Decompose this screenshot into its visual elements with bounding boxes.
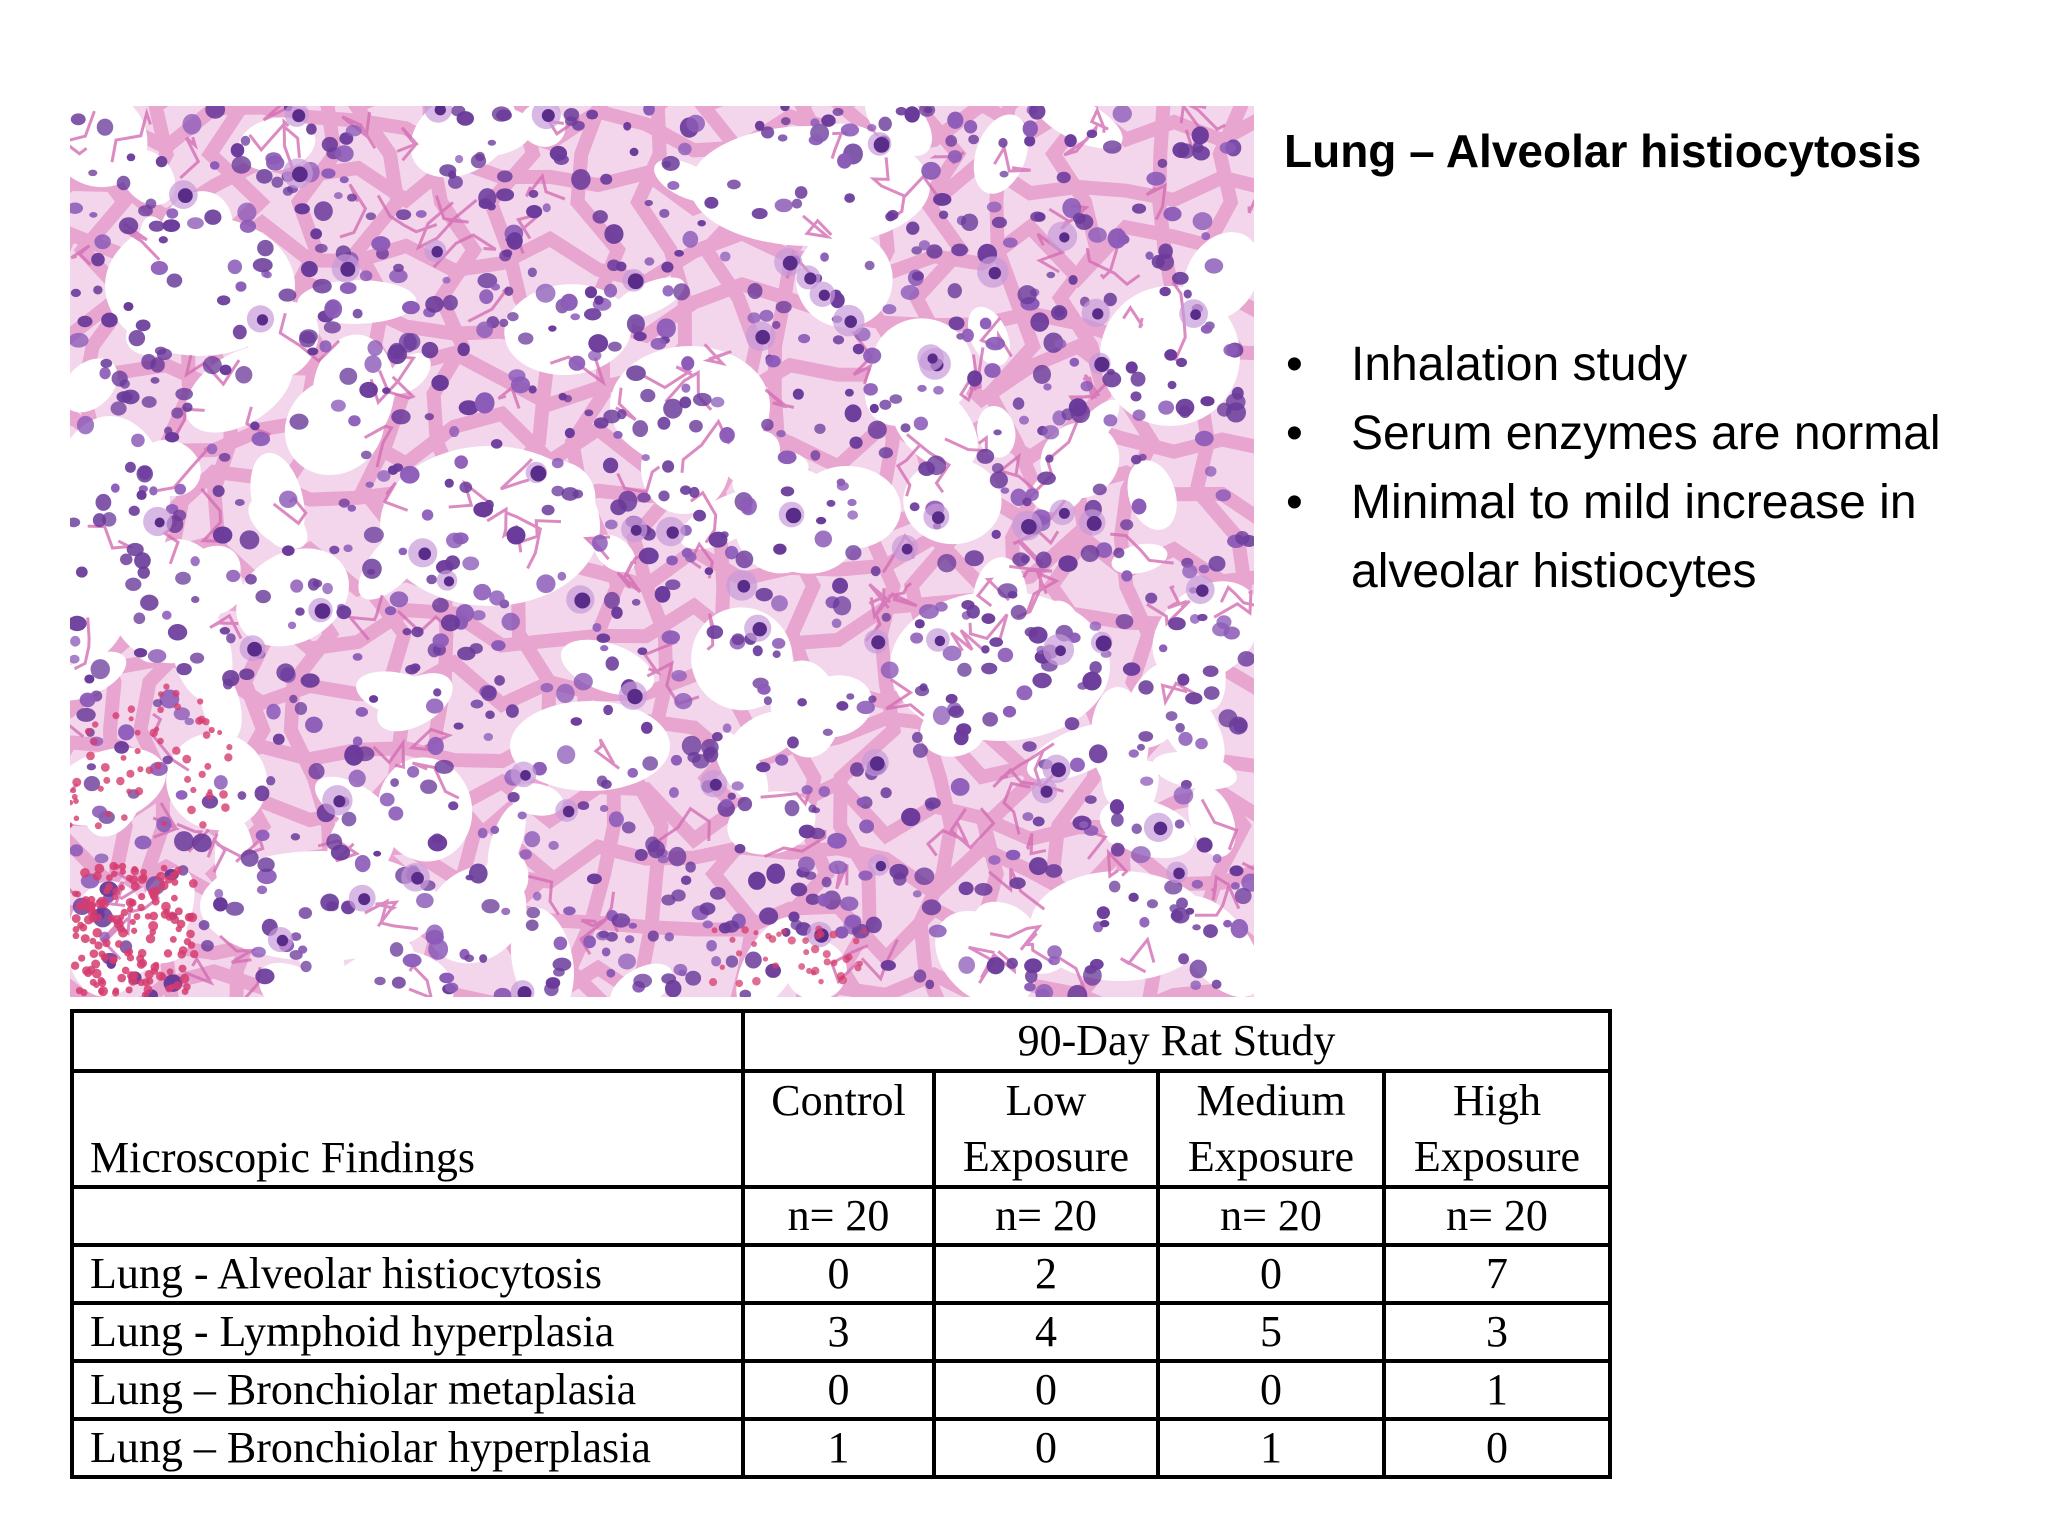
group-label: Exposure [1413,1132,1581,1181]
group-label: Control [771,1076,906,1125]
group-header-high [1384,1071,1610,1187]
finding-count: 3 [743,1303,934,1361]
group-label: Low [1005,1076,1087,1125]
finding-count: 5 [1158,1303,1384,1361]
study-header: 90-Day Rat Study [743,1011,1610,1071]
finding-label: Lung – Bronchiolar hyperplasia [72,1419,743,1477]
bullet-text: Inhalation study [1351,338,1688,391]
table-row [72,1361,1610,1419]
finding-count: 0 [743,1245,934,1303]
lung-histology-micrograph [70,106,1254,997]
table-row [72,1011,1610,1071]
finding-label: Lung - Lymphoid hyperplasia [72,1303,743,1361]
slide-title: Lung – Alveolar histiocytosis [1284,125,1922,177]
bullet-dot-icon: • [1286,476,1303,529]
bullet-item [1284,330,2024,399]
finding-count: 0 [1384,1419,1610,1477]
finding-count: 2 [934,1245,1158,1303]
bullet-text: Minimal to mild increase in alveolar histiocytes [1351,476,1917,598]
bullet-item [1284,468,2024,606]
bullet-list [1284,330,2024,606]
finding-count: 0 [934,1361,1158,1419]
finding-count: 1 [1158,1419,1384,1477]
table-row [72,1071,1610,1187]
finding-count: 1 [743,1419,934,1477]
group-label: Exposure [962,1132,1130,1181]
group-header-low [934,1071,1158,1187]
group-label: High [1453,1076,1541,1125]
group-header-control [743,1071,934,1187]
table-row [72,1187,1610,1245]
group-header-medium [1158,1071,1384,1187]
n-count: n= 20 [1158,1187,1384,1245]
table-row [72,1419,1610,1477]
n-count: n= 20 [934,1187,1158,1245]
finding-count: 7 [1384,1245,1610,1303]
bullet-dot-icon: • [1286,407,1303,460]
finding-label: Lung - Alveolar histiocytosis [72,1245,743,1303]
group-label: Exposure [1187,1132,1355,1181]
finding-count: 0 [934,1419,1158,1477]
table-empty-cell [72,1187,743,1245]
bullet-dot-icon: • [1286,338,1303,391]
findings-header: Microscopic Findings [72,1071,743,1187]
finding-label: Lung – Bronchiolar metaplasia [72,1361,743,1419]
histology-image [70,106,1254,997]
bullet-text: Serum enzymes are normal [1351,407,1941,460]
finding-count: 4 [934,1303,1158,1361]
finding-count: 1 [1384,1361,1610,1419]
findings-table [70,1009,1612,1479]
group-label: Medium [1196,1076,1346,1125]
table-row [72,1245,1610,1303]
finding-count: 0 [1158,1245,1384,1303]
table-row [72,1303,1610,1361]
bullet-item [1284,399,2024,468]
table-corner-cell [72,1011,743,1071]
finding-count: 0 [1158,1361,1384,1419]
finding-count: 3 [1384,1303,1610,1361]
n-count: n= 20 [743,1187,934,1245]
n-count: n= 20 [1384,1187,1610,1245]
finding-count: 0 [743,1361,934,1419]
